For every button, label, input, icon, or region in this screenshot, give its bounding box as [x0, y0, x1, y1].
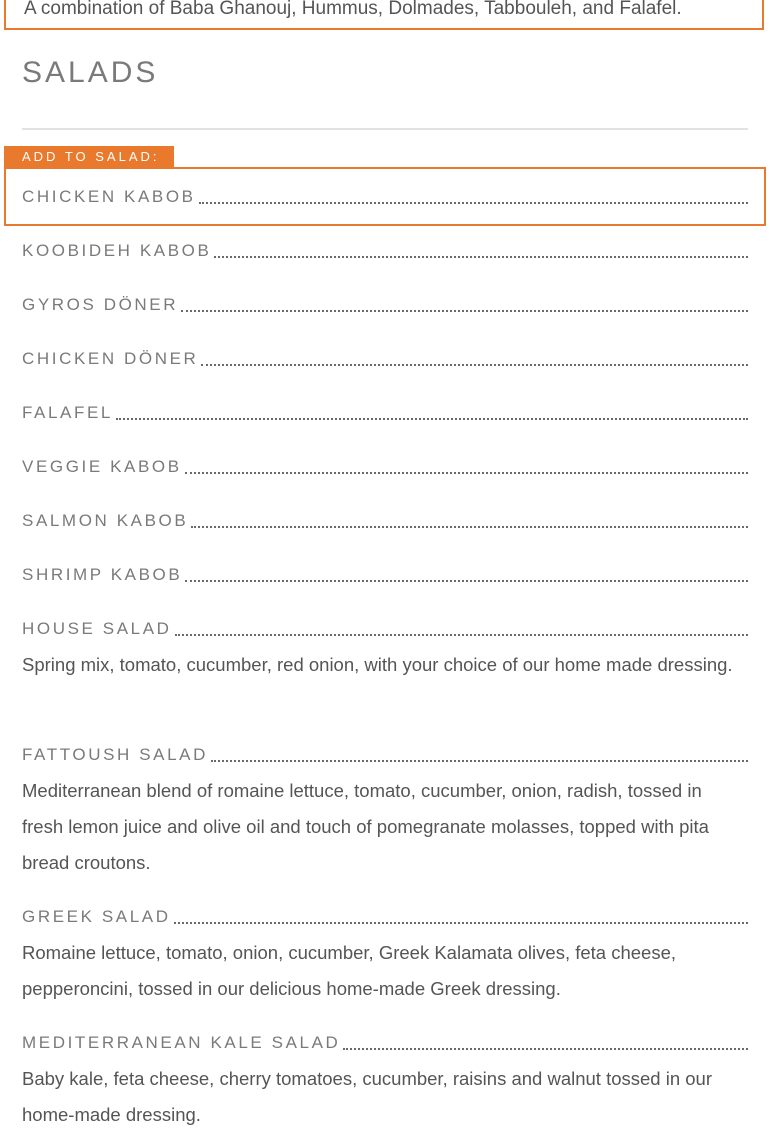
add-on-item-koobideh-kabob[interactable]: [22, 239, 748, 261]
dot-leader: [214, 256, 748, 258]
add-on-item-chicken-kabob[interactable]: [22, 185, 748, 207]
item-name: MEDITERRANEAN KALE SALAD: [22, 1033, 341, 1052]
item-name: GREEK SALAD: [22, 907, 171, 926]
dot-leader: [116, 418, 748, 420]
item-name: VEGGIE KABOB: [22, 457, 182, 476]
dot-leader: [211, 760, 748, 762]
item-name: HOUSE SALAD: [22, 619, 172, 638]
item-name: CHICKEN KABOB: [22, 187, 196, 206]
dot-leader: [201, 364, 748, 366]
item-name: SHRIMP KABOB: [22, 565, 183, 584]
dot-leader: [175, 634, 748, 636]
item-description: Baby kale, feta cheese, cherry tomatoes, cucumber, raisins and walnut tossed in our home-made dressing.: [22, 1068, 713, 1125]
salad-item-fattoush[interactable]: [22, 743, 748, 881]
add-on-item-veggie-kabob[interactable]: [22, 455, 748, 477]
dot-leader: [191, 526, 748, 528]
add-on-item-falafel[interactable]: [22, 401, 748, 423]
item-description: Mediterranean blend of romaine lettuce, tomato, cucumber, onion, radish, tossed in fresh lemon juice and olive oil and touch of pomegranate molasses, topped with pita bread croutons.: [22, 780, 709, 873]
previous-item-description: A combination of Baba Ghanouj, Hummus, Dolmades, Tabbouleh, and Falafel.: [24, 0, 682, 19]
item-name: SALMON KABOB: [22, 511, 189, 530]
add-on-item-shrimp-kabob[interactable]: [22, 563, 748, 585]
add-on-item-chicken-doner[interactable]: [22, 347, 748, 369]
item-name: FATTOUSH SALAD: [22, 745, 208, 764]
dot-leader: [181, 310, 748, 312]
dot-leader: [343, 1048, 748, 1050]
add-to-salad-tag: ADD TO SALAD:: [4, 146, 174, 168]
item-name: CHICKEN DÖNER: [22, 349, 199, 368]
add-on-item-salmon-kabob[interactable]: [22, 509, 748, 531]
item-name: FALAFEL: [22, 403, 113, 422]
previous-item-card: [4, 0, 764, 30]
item-description: Romaine lettuce, tomato, onion, cucumber, Greek Kalamata olives, feta cheese, pepperoncini, tossed in our delicious home-made Greek dressing.: [22, 942, 677, 999]
dot-leader: [185, 472, 748, 474]
salad-item-house[interactable]: [22, 617, 748, 683]
item-name: KOOBIDEH KABOB: [22, 241, 212, 260]
add-on-item-gyros-doner[interactable]: [22, 293, 748, 315]
salad-item-greek[interactable]: [22, 905, 748, 1007]
dot-leader: [185, 580, 748, 582]
section-title: SALADS: [22, 56, 159, 89]
section-divider: [22, 128, 748, 130]
item-description: Spring mix, tomato, cucumber, red onion, with your choice of our home made dressing.: [22, 654, 733, 675]
item-name: GYROS DÖNER: [22, 295, 179, 314]
dot-leader: [199, 202, 748, 204]
salad-item-mediterranean-kale[interactable]: [22, 1031, 748, 1133]
dot-leader: [174, 922, 748, 924]
